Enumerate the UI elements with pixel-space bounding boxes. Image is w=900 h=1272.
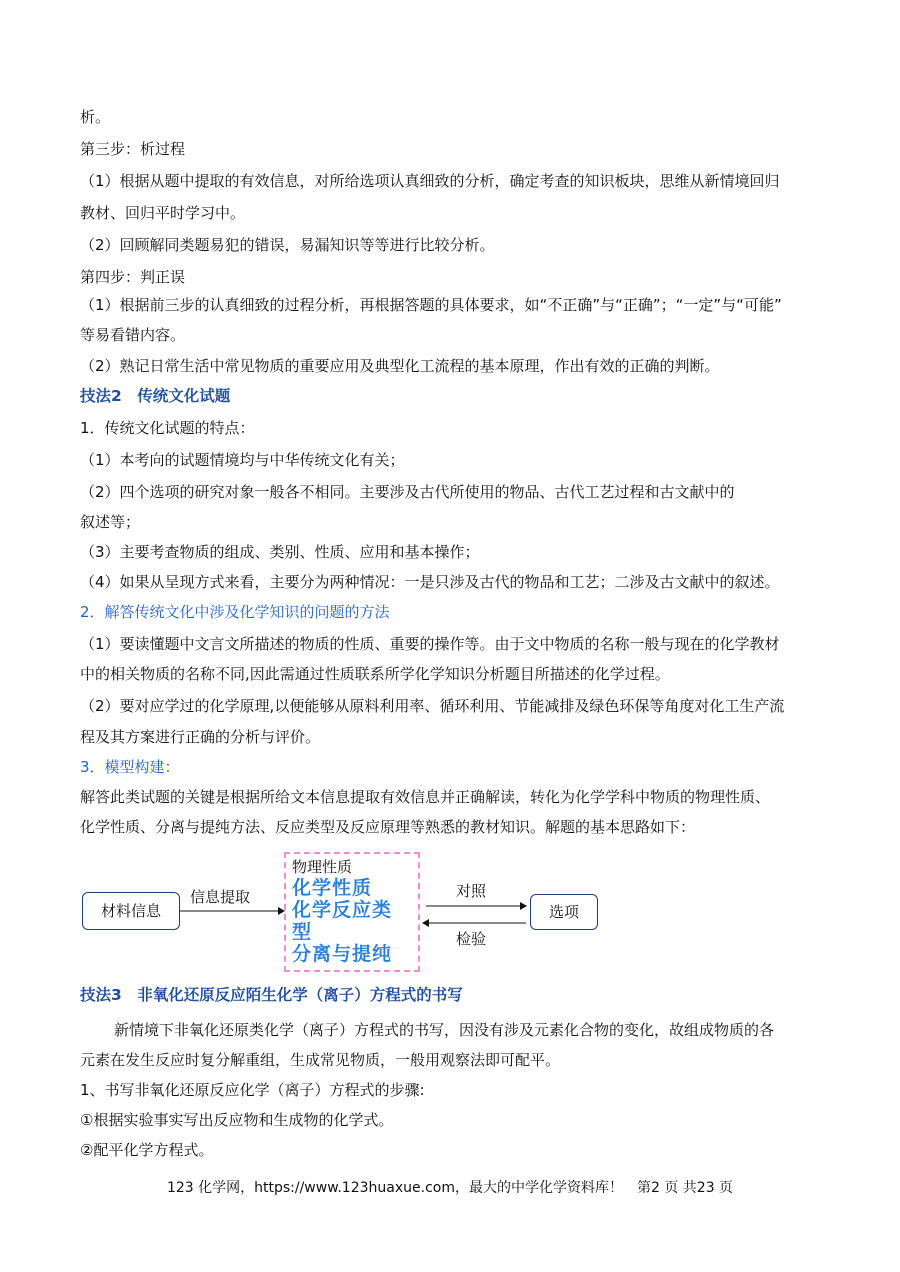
text-line: 1．传统文化试题的特点：	[80, 419, 255, 437]
center-big-text: 分离与提纯	[292, 943, 393, 965]
check-arrow	[420, 917, 528, 929]
center-small-text: 物理性质	[292, 858, 353, 876]
page-footer: 123 化学网，https://www.123huaxue.com，最大的中学化学资料库！ 第2 页 共23 页	[166, 1180, 734, 1196]
text-line: 解答此类试题的关键是根据所给文本信息提取有效信息并正确解读，转化为化学学科中物质的物理性质、	[80, 788, 771, 806]
text-line: 元素在发生反应时复分解重组，生成常见物质，一般用观察法即可配平。	[80, 1051, 561, 1069]
step-heading: 第三步：析过程	[80, 140, 186, 158]
text-line: 化学性质、分离与提纯方法、反应类型及反应原理等熟悉的教材知识。解题的基本思路如下：	[80, 818, 696, 836]
text-line: 1、书写非氧化还原反应化学（离子）方程式的步骤:	[80, 1081, 425, 1099]
text-line: 中的相关物质的名称不同,因此需通过性质联系所学化学知识分析题目所描述的化学过程。	[80, 665, 670, 683]
text-line: ①根据实验事实写出反应物和生成物的化学式。	[80, 1111, 394, 1129]
text-line: 叙述等；	[80, 513, 141, 531]
compare-label: 对照	[456, 882, 487, 900]
text-line: （1）要读懂题中文言文所描述的物质的性质、重要的操作等。由于文中物质的名称一般与现在的化学教材	[80, 635, 780, 653]
text-line: （1）本考向的试题情境均与中华传统文化有关；	[80, 451, 405, 469]
text-line: （2）熟记日常生活中常见物质的重要应用及典型化工流程的基本原理，作出有效的正确的判断。	[80, 357, 720, 375]
text-line: 新情境下非氧化还原类化学（离子）方程式的书写，因没有涉及元素化合物的变化，故组成物质的各	[114, 1021, 775, 1039]
text-line: （2）四个选项的研究对象一般各不相同。主要涉及古代所使用的物品、古代工艺过程和古文献中的	[80, 483, 735, 501]
source-box: 材料信息	[82, 892, 180, 930]
target-box: 选项	[530, 894, 598, 930]
text-line: （2）回顾解同类题易犯的错误，易漏知识等等进行比较分析。	[80, 236, 495, 254]
check-label: 检验	[456, 930, 487, 948]
text-line: 教材、回归平时学习中。	[80, 204, 246, 222]
text-line: （1）根据从题中提取的有效信息，对所给选项认真细致的分析，确定考查的知识板块，思维从新情境回归	[80, 172, 780, 190]
center-big-text: 型	[292, 921, 313, 943]
text-line: （1）根据前三步的认真细致的过程分析，再根据答题的具体要求，如“不正确”与“正确”；“一定”与“可能”	[80, 296, 782, 314]
subheading-method: 2．解答传统文化中涉及化学知识的问题的方法	[80, 603, 390, 621]
text-line: 等易看错内容。	[80, 326, 186, 344]
center-big-text: 化学性质	[292, 877, 373, 899]
text-line: （3）主要考查物质的组成、类别、性质、应用和基本操作；	[80, 543, 480, 561]
center-big-text: 化学反应类	[292, 899, 393, 921]
extract-arrow	[178, 905, 286, 917]
text-line: 析。	[80, 108, 111, 126]
compare-arrow	[424, 900, 528, 912]
text-line: （4）如果从呈现方式来看，主要分为两种情况：一是只涉及古代的物品和工艺；二涉及古文献中的叙述。	[80, 573, 780, 591]
step-heading: 第四步：判正误	[80, 268, 186, 286]
subheading-model: 3．模型构建：	[80, 758, 180, 776]
text-line: （2）要对应学过的化学原理,以便能够从原料利用率、循环利用、节能减排及绿色环保等角度对化工生产流	[80, 697, 785, 715]
text-line: ②配平化学方程式。	[80, 1141, 214, 1159]
section-heading-technique-3: 技法3 非氧化还原反应陌生化学（离子）方程式的书写	[80, 986, 463, 1004]
extract-label: 信息提取	[190, 888, 251, 906]
section-heading-technique-2: 技法2 传统文化试题	[80, 387, 231, 405]
text-line: 程及其方案进行正确的分析与评价。	[80, 728, 321, 746]
center-dashed-box	[284, 852, 420, 972]
